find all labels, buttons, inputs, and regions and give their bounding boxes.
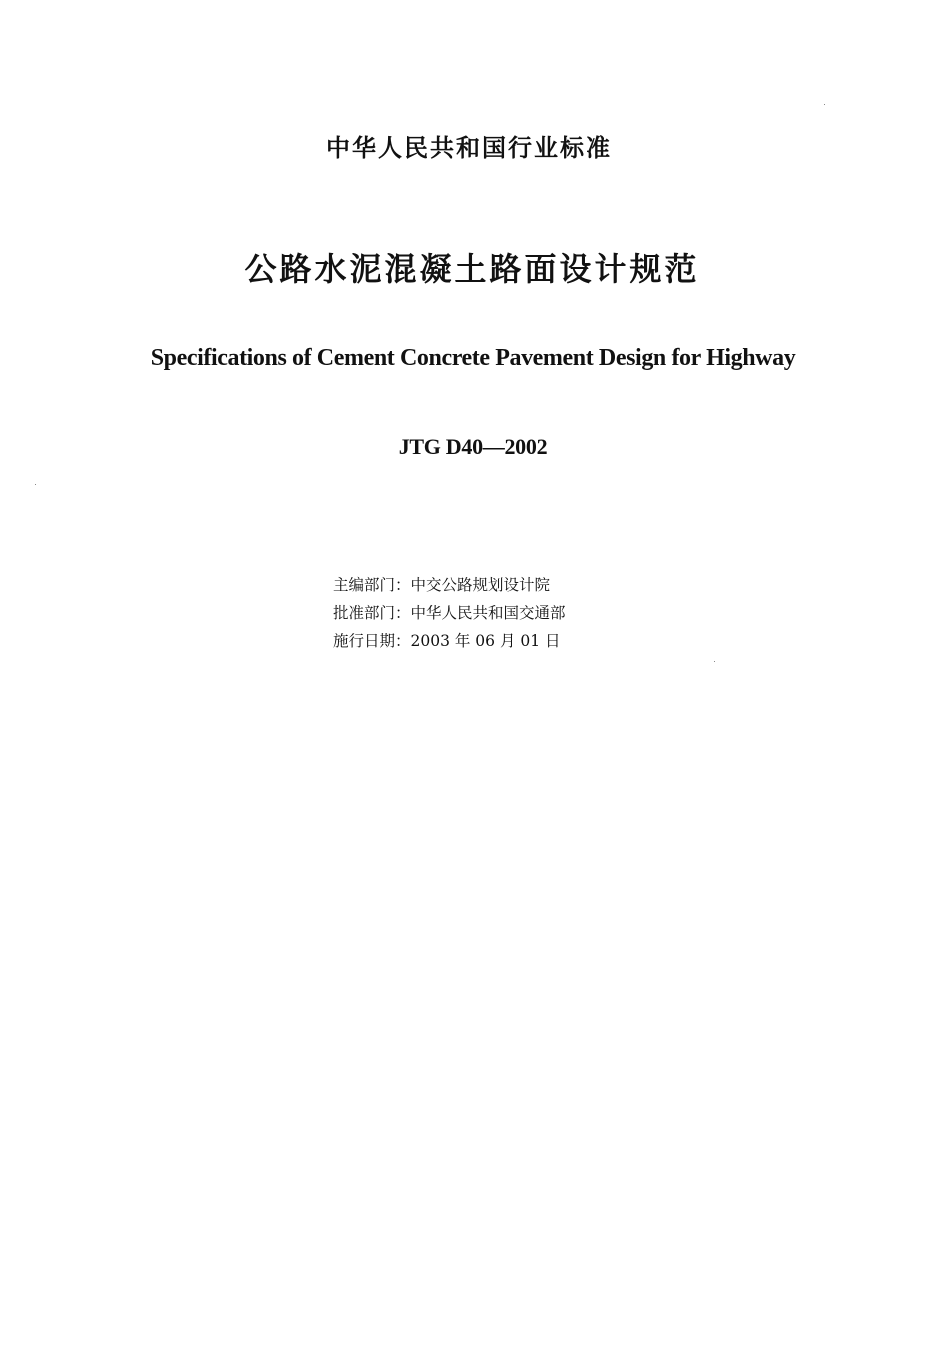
standard-code: JTG D40—2002 xyxy=(398,434,548,459)
industry-standard-heading: 中华人民共和国行业标准 xyxy=(326,134,612,162)
scan-speck xyxy=(714,661,715,662)
effective-date: 施行日期：2003 年 06 月 01 日 xyxy=(333,632,561,650)
scan-speck xyxy=(824,104,825,105)
publication-info xyxy=(333,571,566,655)
document-title-english: Specifications of Cement Concrete Pavement Design for Highway xyxy=(150,345,796,371)
editing-department: 主编部门：中交公路规划设计院 xyxy=(333,576,551,594)
document-title-chinese: 公路水泥混凝土路面设计规范 xyxy=(244,250,700,288)
scan-speck xyxy=(35,484,36,485)
approving-department: 批准部门：中华人民共和国交通部 xyxy=(333,604,566,622)
